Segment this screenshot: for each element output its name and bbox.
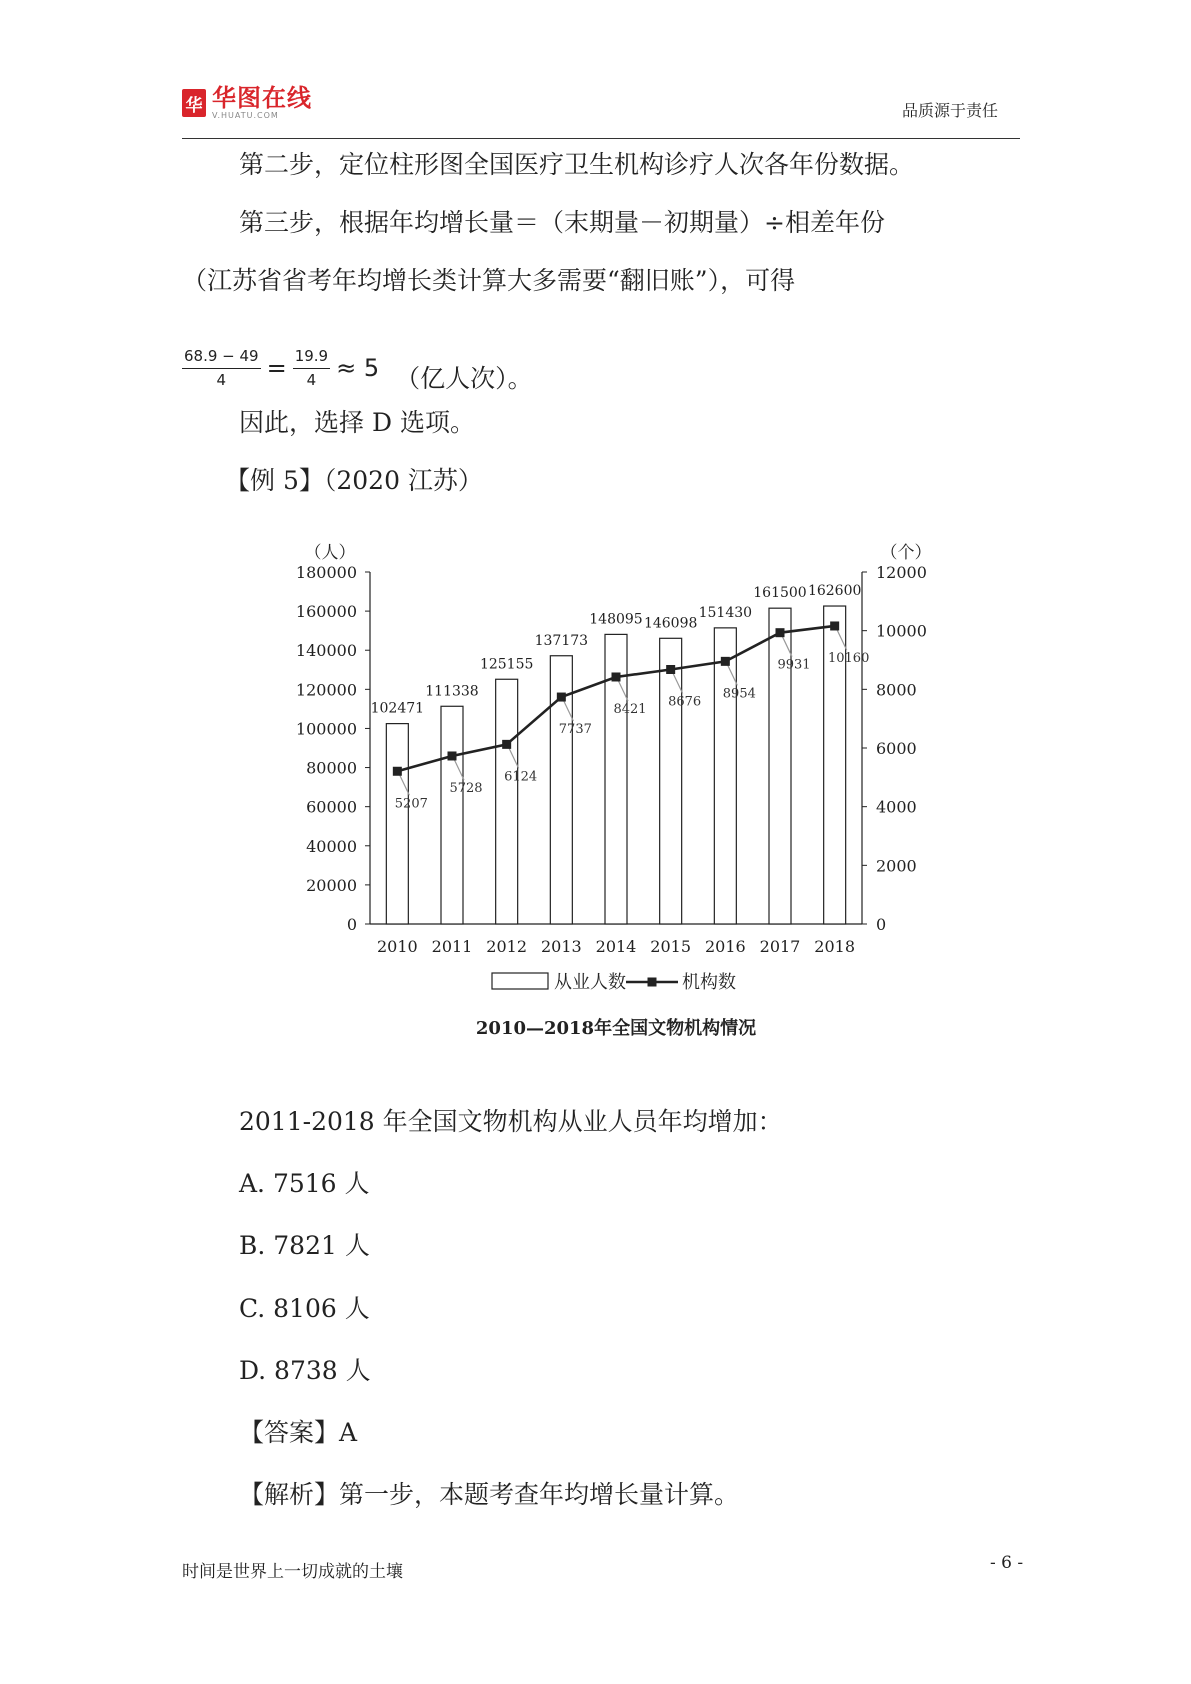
x-tick-label: 2014 [595, 937, 637, 956]
fraction-1-numerator: 68.9 − 49 [182, 348, 261, 369]
cultural-institutions-chart [270, 528, 970, 1068]
fraction-2 [293, 348, 330, 388]
left-tick-label: 20000 [306, 875, 357, 895]
fraction-1-denominator: 4 [216, 370, 227, 389]
answer-text: 【答案】A [239, 1418, 358, 1447]
bar-value-label: 146098 [643, 615, 698, 632]
right-tick-label: 8000 [876, 680, 917, 700]
x-tick-label: 2012 [486, 937, 528, 956]
line-marker [502, 740, 511, 749]
chart-title: 2010—2018年全国文物机构情况 [475, 1018, 757, 1039]
right-tick-label: 10000 [876, 621, 927, 641]
line-marker [612, 672, 621, 681]
bar-value-label: 111338 [425, 683, 479, 700]
line-value-label: 8676 [668, 694, 702, 710]
bar-value-label: 162600 [807, 583, 862, 600]
equals-sign: = [266, 354, 287, 382]
right-tick-label: 6000 [876, 739, 917, 758]
option-c: C. 8106 人 [239, 1294, 370, 1323]
line-marker [776, 628, 785, 637]
x-tick-label: 2015 [650, 937, 692, 956]
line-value-label: 8421 [613, 701, 647, 717]
bar-employees [386, 724, 408, 924]
left-tick-label: 0 [346, 915, 357, 934]
logo-mark-icon: 华 [182, 89, 206, 117]
logo-name: 华图在线 [212, 84, 312, 112]
left-tick-label: 60000 [306, 797, 357, 817]
approx-result: ≈ 5 [336, 354, 380, 382]
option-b: B. 7821 人 [239, 1231, 370, 1260]
fraction-1 [182, 348, 261, 388]
line-value-label: 9931 [777, 657, 811, 673]
header-divider [182, 138, 1020, 139]
left-tick-label: 80000 [306, 758, 357, 778]
bar-value-label: 137173 [534, 632, 589, 649]
line-marker [393, 767, 402, 776]
step-two-text: 第二步，定位柱形图全国医疗卫生机构诊疗人次各年份数据。 [239, 150, 915, 179]
bar-value-label: 102471 [370, 700, 425, 717]
x-tick-label: 2011 [431, 937, 473, 956]
line-value-label: 7737 [558, 722, 592, 738]
line-value-label: 5728 [449, 780, 483, 796]
line-value-label: 5207 [394, 796, 428, 812]
logo-url: V.HUATU.COM [212, 111, 279, 120]
line-marker [666, 665, 675, 674]
example-tag: 【例 5】（2020 江苏） [225, 466, 483, 495]
right-axis-unit: （个） [880, 543, 932, 563]
analysis-text: 【解析】第一步，本题考查年均增长量计算。 [239, 1480, 740, 1509]
bar-value-label: 125155 [479, 656, 534, 673]
fraction-2-denominator: 4 [306, 370, 317, 389]
option-a: A. 7516 人 [239, 1169, 370, 1198]
right-tick-label: 2000 [876, 856, 917, 876]
x-tick-label: 2018 [814, 937, 856, 956]
page-header [182, 80, 1020, 140]
footer-motto: 时间是世界上一切成就的土壤 [182, 1562, 403, 1582]
left-tick-label: 100000 [295, 719, 357, 739]
huatu-logo [182, 86, 312, 120]
line-value-label: 10160 [827, 650, 870, 666]
left-tick-label: 120000 [295, 680, 357, 700]
line-value-label: 8954 [722, 686, 756, 702]
growth-formula [182, 340, 533, 396]
bar-employees [496, 679, 518, 924]
legend-line-label: 机构数 [682, 972, 736, 993]
left-tick-label: 40000 [306, 836, 357, 856]
left-tick-label: 140000 [295, 641, 357, 661]
left-axis-unit: （人） [304, 543, 356, 563]
line-marker [721, 657, 730, 666]
right-tick-label: 0 [876, 915, 887, 934]
bar-employees [769, 608, 791, 924]
page-number: - 6 - [990, 1553, 1024, 1573]
line-marker [448, 751, 457, 760]
right-tick-label: 12000 [876, 563, 927, 582]
bar-employees [714, 628, 736, 924]
x-tick-label: 2017 [759, 937, 801, 956]
result-unit: （亿人次）。 [395, 364, 533, 393]
header-slogan: 品质源于责任 [901, 101, 998, 120]
option-d: D. 8738 人 [239, 1356, 371, 1385]
question-text: 2011-2018 年全国文物机构从业人员年均增加： [239, 1107, 783, 1136]
left-tick-label: 160000 [295, 602, 357, 622]
bar-employees [660, 638, 682, 924]
line-value-label: 6124 [504, 769, 538, 785]
x-tick-label: 2013 [540, 937, 582, 956]
x-tick-label: 2016 [704, 937, 746, 956]
step-three-continued-text: （江苏省省考年均增长类计算大多需要“翻旧账”），可得 [182, 266, 796, 295]
line-marker [830, 621, 839, 630]
x-tick-label: 2010 [376, 937, 418, 956]
bar-value-label: 161500 [753, 585, 807, 602]
bar-value-label: 151430 [698, 604, 753, 621]
legend-bar-label: 从业人数 [554, 972, 626, 993]
left-tick-label: 180000 [295, 563, 357, 582]
right-tick-label: 4000 [876, 797, 917, 817]
bar-employees [441, 706, 463, 924]
step-three-text: 第三步，根据年均增长量＝（末期量－初期量）÷相差年份 [239, 208, 885, 237]
legend-bar-swatch [492, 973, 548, 989]
legend-line-marker [648, 978, 657, 987]
conclusion-text: 因此，选择 D 选项。 [239, 408, 475, 437]
bar-value-label: 148095 [589, 611, 643, 628]
fraction-2-numerator: 19.9 [293, 348, 330, 369]
line-marker [557, 693, 566, 702]
